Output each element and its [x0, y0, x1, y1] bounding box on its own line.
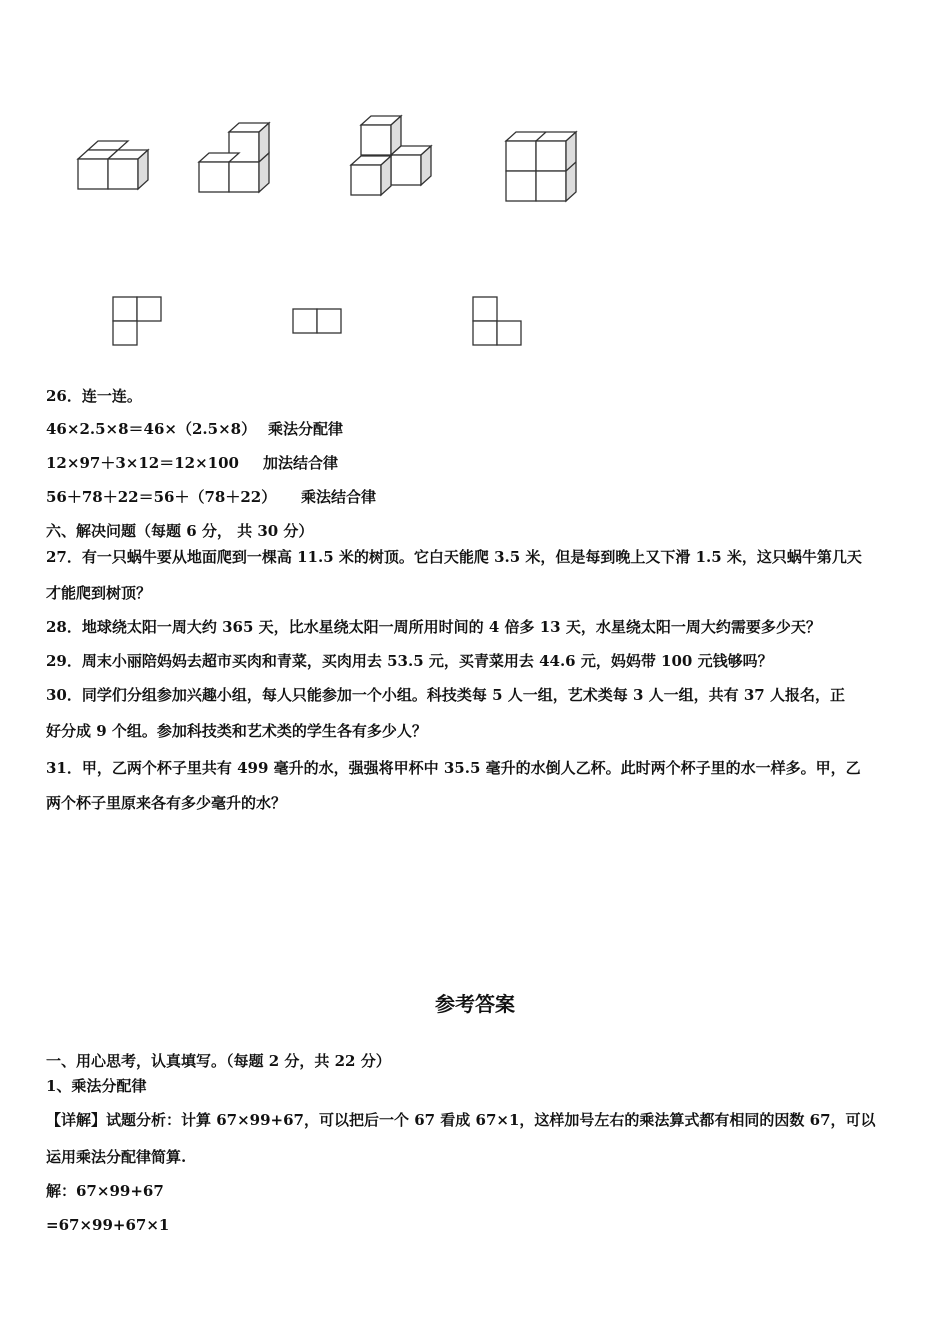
q28: 28．地球绕太阳一周大约 365 天，比水星绕太阳一周所用时间的 4 倍多 13 天，水星绕太阳一周大约需要多少天？	[46, 618, 821, 636]
q30-line-2: 好分成 9 个组。参加科技类和艺术类的学生各有多少人？	[46, 722, 427, 740]
q29: 29．周末小丽陪妈妈去超市买肉和青菜，买肉用去 53.5 元，买青菜用去 44.6 元，妈妈带 100 元钱够吗？	[46, 652, 773, 670]
section-6-heading: 六、解决问题（每题 6 分， 共 30 分）	[46, 522, 314, 540]
cube-figure-1	[78, 141, 148, 189]
q26-law-1: 乘法分配律	[268, 420, 344, 438]
view-figure-2	[293, 309, 341, 333]
answer-1-detail-line-1: 【详解】试题分析：计算 67×99+67，可以把后一个 67 看成 67×1，这样加号左右的乘法算式都有相同的因数 67，可以	[46, 1111, 876, 1129]
answers-section-1: 一、用心思考，认真填写。（每题 2 分，共 22 分）	[46, 1052, 391, 1070]
cube-figure-4	[506, 132, 576, 201]
q30-line-1: 30．同学们分组参加兴趣小组，每人只能参加一个小组。科技类每 5 人一组，艺术类每 3 人一组，共有 37 人报名，正	[46, 686, 845, 704]
answer-1-step-2: =67×99+67×1	[46, 1216, 170, 1234]
q26-law-3: 乘法结合律	[301, 488, 377, 506]
q26-law-2: 加法结合律	[263, 454, 339, 472]
q26-expr-2: 12×97＋3×12＝12×100	[46, 454, 239, 472]
view-figure-1	[113, 297, 161, 345]
q26-heading: 26．连一连。	[46, 387, 142, 405]
cube-figure-3	[351, 116, 431, 195]
view-figure-3	[473, 297, 521, 345]
q26-expr-3: 56＋78＋22＝56＋（78＋22）	[46, 488, 277, 506]
cube-figures	[0, 0, 950, 360]
q27-line-1: 27．有一只蜗牛要从地面爬到一棵高 11.5 米的树顶。它白天能爬 3.5 米，但是每到晚上又下滑 1.5 米，这只蜗牛第几天	[46, 548, 862, 566]
q31-line-2: 两个杯子里原来各有多少毫升的水？	[46, 794, 287, 812]
q26-expr-1: 46×2.5×8＝46×（2.5×8）	[46, 420, 257, 438]
answer-1-label: 1、乘法分配律	[46, 1077, 147, 1095]
cube-figure-2	[199, 123, 269, 192]
answer-1-detail-line-2: 运用乘法分配律简算.	[46, 1148, 187, 1166]
answers-title: 参考答案	[435, 992, 515, 1016]
answer-1-step-1: 解：67×99+67	[46, 1182, 164, 1200]
q31-line-1: 31．甲，乙两个杯子里共有 499 毫升的水，强强将甲杯中 35.5 毫升的水倒人乙杯。此时两个杯子里的水一样多。甲，乙	[46, 759, 861, 777]
q27-line-2: 才能爬到树顶？	[46, 584, 152, 602]
